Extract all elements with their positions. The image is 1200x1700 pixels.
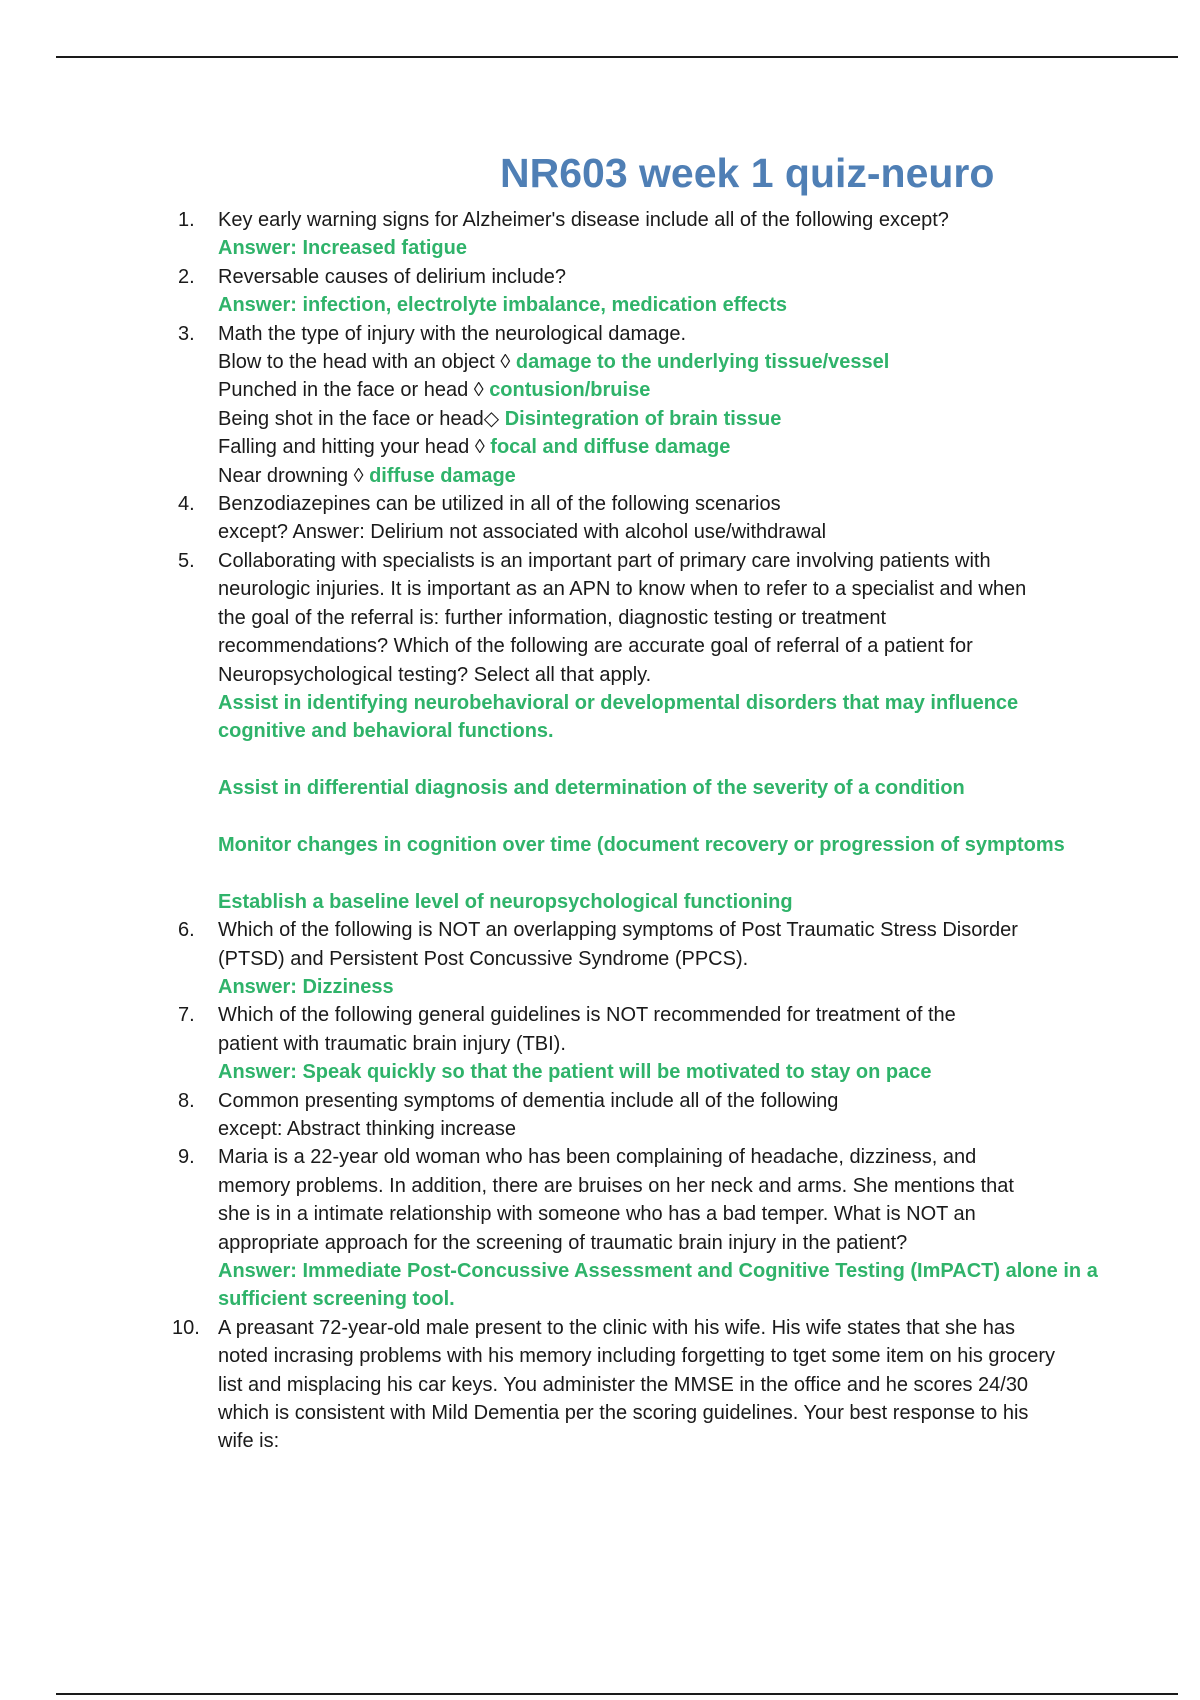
- question-text: recommendations? Which of the following are accurate goal of referral of a patient for: [218, 635, 973, 658]
- page-title: NR603 week 1 quiz-neuro: [500, 150, 995, 196]
- match-prompt: Blow to the head with an object ◊: [218, 351, 511, 374]
- question-number: 8.: [178, 1089, 195, 1112]
- match-row: [218, 462, 1098, 490]
- question-text: Key early warning signs for Alzheimer's disease include all of the following except?: [218, 209, 949, 231]
- answer-text: Assist in differential diagnosis and determination of the severity of a condition: [218, 777, 965, 800]
- bottom-rule: [56, 1693, 1178, 1695]
- match-row: [218, 348, 1098, 376]
- answer-text: Answer: Dizziness: [218, 975, 394, 998]
- question-6: [178, 916, 1098, 1001]
- answer-text: Answer: Speak quickly so that the patient will be motivated to stay on pace: [218, 1061, 932, 1084]
- match-answer: damage to the underlying tissue/vessel: [515, 351, 890, 374]
- question-number: 4.: [178, 493, 195, 516]
- answer-text: Assist in identifying neurobehavioral or developmental disorders that may influence cognitive and behavioral functions.: [218, 691, 1019, 743]
- question-text: Math the type of injury with the neurological damage.: [218, 322, 687, 345]
- question-8: [178, 1087, 1098, 1144]
- match-row: [218, 376, 1098, 404]
- answer-text: Answer: Increased fatigue: [218, 237, 467, 260]
- question-text: Benzodiazepines can be utilized in all of the following scenarios: [218, 493, 781, 516]
- question-5: [178, 547, 1098, 916]
- question-text: neurologic injuries. It is important as an APN to know when to refer to a specialist and when: [218, 578, 1027, 601]
- question-text: memory problems. In addition, there are bruises on her neck and arms. She mentions that: [218, 1174, 1014, 1197]
- question-text: Common presenting symptoms of dementia include all of the following: [218, 1089, 839, 1112]
- question-1: [178, 206, 1098, 263]
- question-text: wife is:: [218, 1430, 280, 1453]
- question-text: she is in a intimate relationship with someone who has a bad temper. What is NOT an: [218, 1203, 976, 1226]
- question-text: Which of the following is NOT an overlapping symptoms of Post Traumatic Stress Disorder: [218, 919, 1018, 942]
- question-text: Maria is a 22-year old woman who has been complaining of headache, dizziness, and: [218, 1146, 977, 1169]
- question-text: Collaborating with specialists is an important part of primary care involving patients with: [218, 549, 991, 572]
- answer-text: Answer: Immediate Post-Concussive Assessment and Cognitive Testing (ImPACT) alone in a sufficient screening tool.: [218, 1259, 1098, 1311]
- question-2: [178, 263, 1098, 320]
- match-prompt: Punched in the face or head ◊: [218, 379, 484, 402]
- question-text: Neuropsychological testing? Select all that apply.: [218, 663, 652, 686]
- question-text: Reversable causes of delirium include?: [218, 265, 566, 288]
- question-text: Which of the following general guidelines is NOT recommended for treatment of the: [218, 1004, 956, 1027]
- question-number: 7.: [178, 1004, 195, 1027]
- question-text: except? Answer: Delirium not associated with alcohol use/withdrawal: [218, 521, 827, 544]
- match-prompt: Falling and hitting your head ◊: [218, 436, 485, 459]
- question-text: patient with traumatic brain injury (TBI).: [218, 1032, 566, 1055]
- question-number: 6.: [178, 919, 195, 942]
- match-row: [218, 433, 1098, 461]
- question-text: appropriate approach for the screening of traumatic brain injury in the patient?: [218, 1231, 908, 1254]
- spacer: [218, 859, 1098, 887]
- question-number: 3.: [178, 322, 195, 345]
- question-7: [178, 1001, 1098, 1086]
- question-9: [178, 1143, 1098, 1313]
- question-number: 1.: [178, 209, 195, 231]
- question-text: noted incrasing problems with his memory including forgetting to tget some item on his grocery: [218, 1345, 1056, 1368]
- question-10: [172, 1314, 1098, 1456]
- question-number: 5.: [178, 549, 195, 572]
- match-prompt: Being shot in the face or head◇: [218, 407, 500, 430]
- question-text: the goal of the referral is: further information, diagnostic testing or treatment: [218, 606, 887, 629]
- match-row: [218, 405, 1098, 433]
- question-text: except: Abstract thinking increase: [218, 1117, 516, 1140]
- question-text: (PTSD) and Persistent Post Concussive Syndrome (PPCS).: [218, 947, 749, 970]
- quiz-content: [172, 206, 1098, 1456]
- question-4: [178, 490, 1098, 547]
- match-answer: contusion/bruise: [489, 379, 651, 402]
- answer-text: Answer: infection, electrolyte imbalance, medication effects: [218, 294, 788, 317]
- question-3: [178, 320, 1098, 490]
- question-number: 2.: [178, 265, 195, 288]
- answer-text: Monitor changes in cognition over time (document recovery or progression of symptoms: [218, 833, 1065, 856]
- question-text: A preasant 72-year-old male present to the clinic with his wife. His wife states that she has: [218, 1316, 1016, 1339]
- spacer: [218, 803, 1098, 831]
- match-prompt: Near drowning ◊: [218, 464, 364, 487]
- answer-text: Establish a baseline level of neuropsychological functioning: [218, 890, 793, 913]
- question-text: list and misplacing his car keys. You administer the MMSE in the office and he scores 24/30: [218, 1373, 1029, 1396]
- question-number: 10.: [172, 1316, 200, 1339]
- spacer: [218, 746, 1098, 774]
- question-number: 9.: [178, 1146, 195, 1169]
- match-answer: Disintegration of brain tissue: [504, 407, 782, 430]
- match-answer: diffuse damage: [369, 464, 516, 487]
- top-rule: [56, 56, 1178, 58]
- match-answer: focal and diffuse damage: [490, 436, 731, 459]
- question-text: which is consistent with Mild Dementia per the scoring guidelines. Your best response to his: [218, 1402, 1029, 1425]
